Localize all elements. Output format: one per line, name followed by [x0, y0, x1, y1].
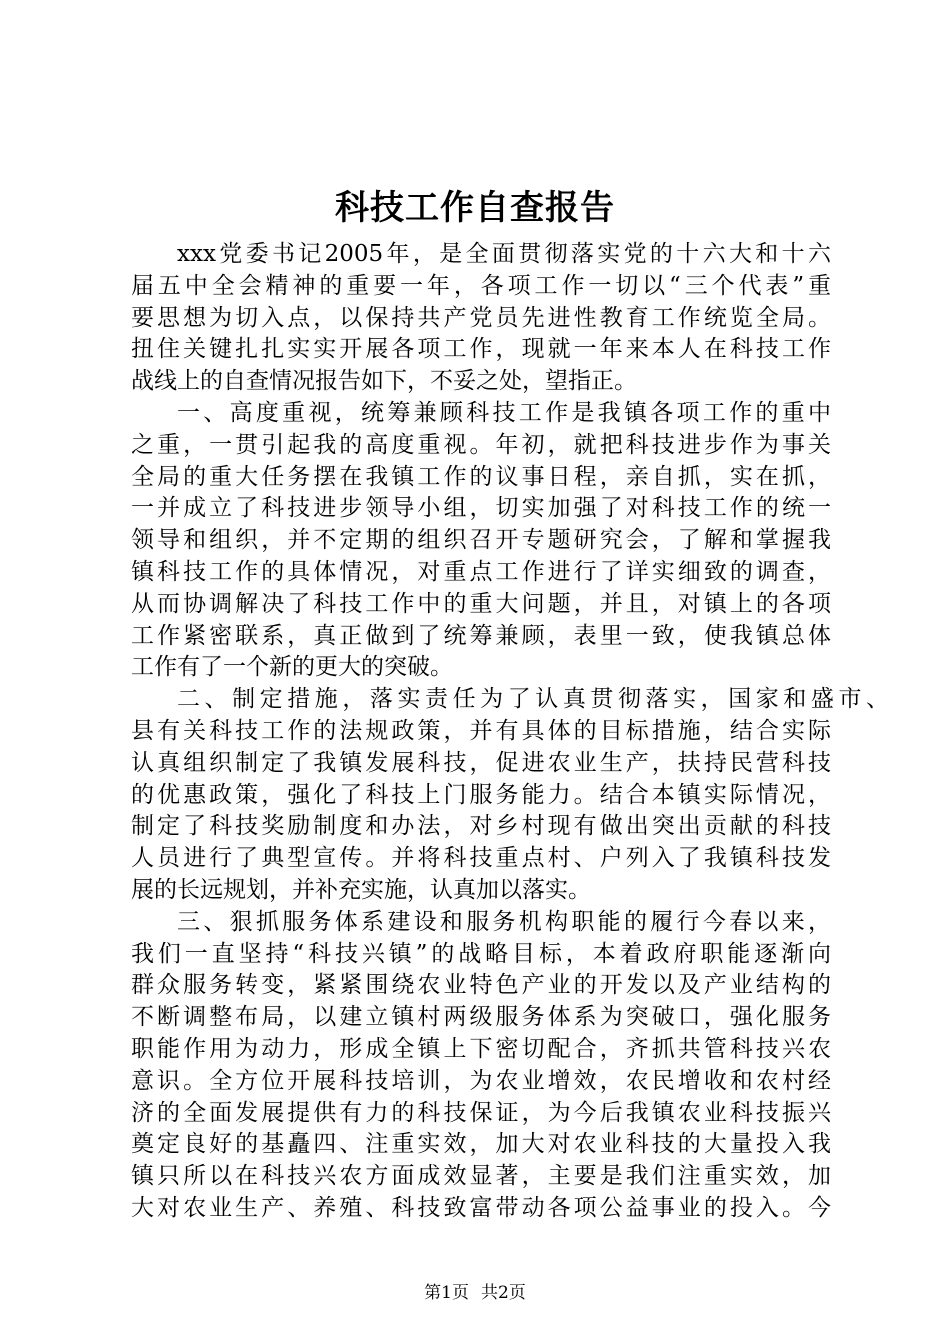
page-title: 科技工作自查报告: [335, 188, 615, 228]
paragraph-line: 全局的重大任务摆在我镇工作的议事日程，亲自抓，实在抓，: [131, 464, 831, 490]
paragraph-line: 职能作用为动力，形成全镇上下密切配合，齐抓共管科技兴农: [131, 1036, 831, 1062]
paragraph-line: 届五中全会精神的重要一年，各项工作一切以“三个代表”重: [131, 273, 831, 299]
paragraph-line: 展的长远规划，并补充实施，认真加以落实。: [131, 877, 591, 903]
paragraph-line: 群众服务转变，紧紧围绕农业特色产业的开发以及产业结构的: [131, 972, 831, 998]
page-number: 第1页: [424, 1283, 469, 1303]
paragraph-line: 镇科技工作的具体情况，对重点工作进行了详实细致的调查，: [131, 559, 831, 585]
page-footer: [0, 1281, 950, 1305]
paragraph-line: 人员进行了典型宣传。并将科技重点村、户列入了我镇科技发: [131, 845, 831, 871]
paragraph-line: 工作有了一个新的更大的突破。: [131, 654, 453, 680]
paragraph-line: 的优惠政策，强化了科技上门服务能力。结合本镇实际情况，: [131, 782, 831, 808]
page-total: 共2页: [481, 1283, 526, 1303]
paragraph-line: 要思想为切入点，以保持共产党员先进性教育工作统览全局。: [131, 305, 831, 331]
paragraph-line: 二、制定措施，落实责任为了认真贯彻落实，国家和盛市、: [177, 686, 889, 712]
paragraph-line: 我们一直坚持“科技兴镇”的战略目标，本着政府职能逐渐向: [131, 941, 831, 967]
paragraph-line: 县有关科技工作的法规政策，并有具体的目标措施，结合实际: [131, 718, 831, 744]
paragraph-line: 一、高度重视，统筹兼顾科技工作是我镇各项工作的重中: [177, 400, 831, 426]
paragraph-line: 认真组织制定了我镇发展科技，促进农业生产，扶持民营科技: [131, 750, 831, 776]
paragraph-line: 扭住关键扎扎实实开展各项工作，现就一年来本人在科技工作: [131, 336, 831, 362]
paragraph-line: 之重，一贯引起我的高度重视。年初，就把科技进步作为事关: [131, 432, 831, 458]
paragraph-line: 不断调整布局，以建立镇村两级服务体系为突破口，强化服务: [131, 1004, 831, 1030]
paragraph-line: xxx党委书记2005年，是全面贯彻落实党的十六大和十六: [177, 241, 831, 267]
paragraph-line: 奠定良好的基矗四、注重实效，加大对农业科技的大量投入我: [131, 1131, 831, 1157]
paragraph-line: 济的全面发展提供有力的科技保证，为今后我镇农业科技振兴: [131, 1100, 831, 1126]
paragraph-line: 意识。全方位开展科技培训，为农业增效，农民增收和农村经: [131, 1068, 831, 1094]
paragraph-line: 工作紧密联系，真正做到了统筹兼顾，表里一致，使我镇总体: [131, 623, 831, 649]
paragraph-line: 一并成立了科技进步领导小组，切实加强了对科技工作的统一: [131, 495, 831, 521]
paragraph-line: 镇只所以在科技兴农方面成效显著，主要是我们注重实效，加: [131, 1163, 831, 1189]
paragraph-line: 从而协调解决了科技工作中的重大问题，并且，对镇上的各项: [131, 591, 831, 617]
paragraph-line: 领导和组织，并不定期的组织召开专题研究会，了解和掌握我: [131, 527, 831, 553]
paragraph-line: 三、狠抓服务体系建设和服务机构职能的履行今春以来，: [177, 909, 831, 935]
paragraph-line: 战线上的自查情况报告如下，不妥之处，望指正。: [131, 368, 637, 394]
paragraph-line: 制定了科技奖励制度和办法，对乡村现有做出突出贡献的科技: [131, 813, 831, 839]
paragraph-line: 大对农业生产、养殖、科技致富带动各项公益事业的投入。今: [131, 1195, 831, 1221]
